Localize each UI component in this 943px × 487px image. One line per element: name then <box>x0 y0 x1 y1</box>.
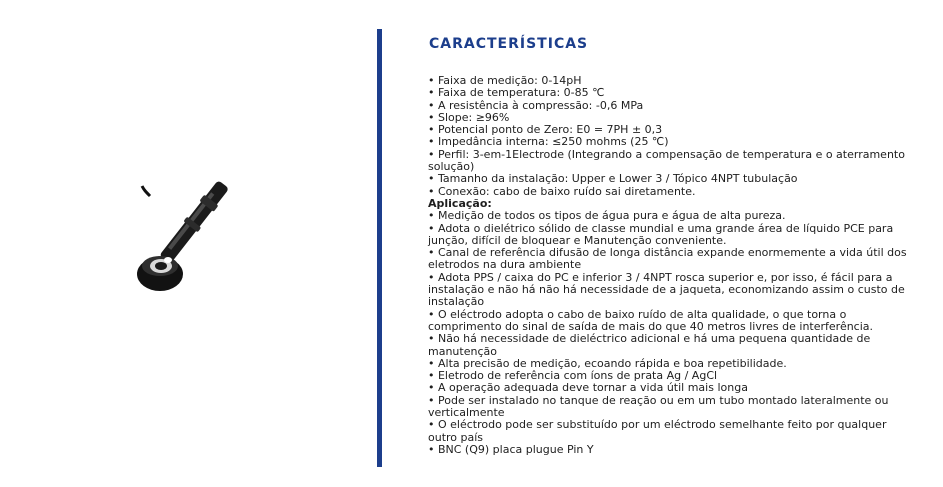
list-item: • Não há necessidade de dieléctrico adicional e há uma pequena quantidade de manutenção <box>428 332 871 358</box>
list-item: • A resistência à compressão: -0,6 MPa <box>428 98 644 112</box>
list-item: • Adota o dielétrico sólido de classe mundial e uma grande área de líquido PCE para junção, difícil de bloquear e Manutenção conveniente. <box>428 221 894 247</box>
list-item: • O eléctrodo adopta o cabo de baixo ruído de alta qualidade, o que torna o comprimento do sinal de saída de mais do que 40 metros livres de interferência. <box>428 307 874 333</box>
list-item: • Eletrodo de referência com íons de prata Ag / AgCl <box>428 369 718 383</box>
electrode-cable <box>142 186 150 196</box>
list-item: • Perfil: 3-em-1Electrode (Integrando a compensação de temperatura e o aterramento solução) <box>428 147 905 174</box>
list-item: • O eléctrodo pode ser substituído por um eléctrodo semelhante feito por qualquer outro país <box>428 418 887 444</box>
list-item: • Tamanho da instalação: Upper e Lower 3 / Tópico 4NPT tubulação <box>428 172 798 186</box>
application-heading: Aplicação: <box>428 196 492 210</box>
list-item: • Alta precisão de medição, ecoando rápida e boa repetibilidade. <box>428 356 787 370</box>
list-item: • Slope: ≥96% <box>428 110 510 124</box>
list-item: • Faixa de temperatura: 0-85 ℃ <box>428 86 605 100</box>
spec-content <box>428 75 916 456</box>
list-item: • Pode ser instalado no tanque de reação ou em um tubo montado lateralmente ou verticalmente <box>428 393 889 420</box>
list-item: • Faixa de medição: 0-14pH <box>428 74 582 87</box>
electrode-cap <box>137 256 183 291</box>
list-item: • A operação adequada deve tornar a vida útil mais longa <box>428 381 748 395</box>
list-item: • Canal de referência difusão de longa distância expande enormemente a vida útil dos eletrodos na dura ambiente <box>428 246 907 272</box>
section-divider <box>377 29 382 467</box>
list-item: • Medição de todos os tipos de água pura e água de alta pureza. <box>428 209 786 223</box>
list-item: • Potencial ponto de Zero: E0 = 7PH ± 0,3 <box>428 123 663 137</box>
list-item: • Conexão: cabo de baixo ruído sai diretamente. <box>428 184 696 198</box>
list-item: • BNC (Q9) placa plugue Pin Y <box>428 442 594 456</box>
section-title: CARACTERÍSTICAS <box>429 36 589 52</box>
list-item: • Adota PPS / caixa do PC e inferior 3 / 4NPT rosca superior e, por isso, é fácil para a instalação e não há não há necessidade de a jaqueta, economizando assim o custo de instalação <box>428 270 905 309</box>
ph-electrode-image <box>128 180 244 296</box>
list-item: • Impedância interna: ≤250 mohms (25 ℃) <box>428 135 669 149</box>
